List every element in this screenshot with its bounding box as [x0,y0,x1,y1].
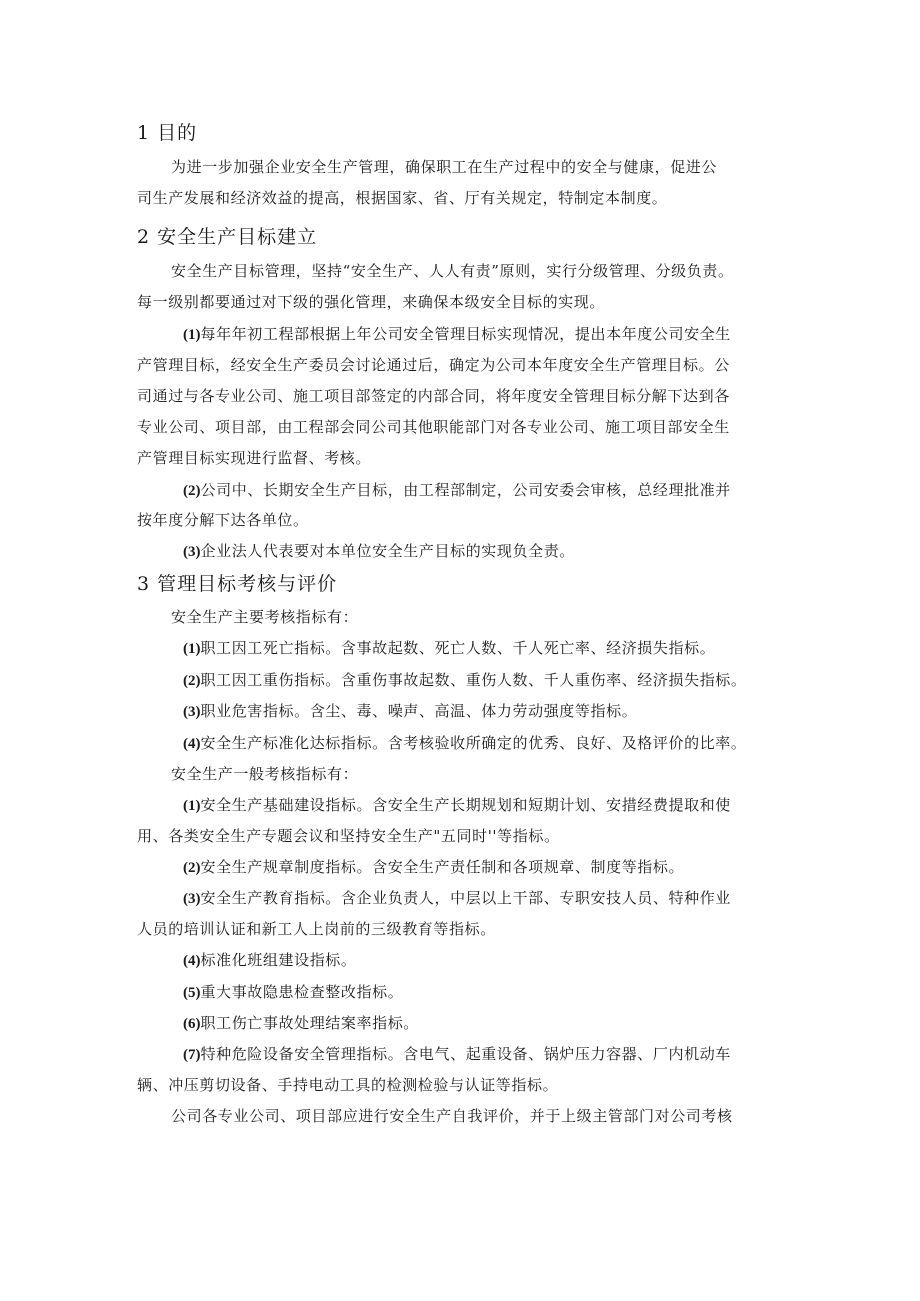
list-item-number: (1) [183,641,201,657]
section-heading-3: 3 管理目标考核与评价 [137,573,338,595]
list-item-number: (3) [183,704,201,720]
paragraph-line: 产管理目标，经安全生产委员会讨论通过后，确定为公司本年度安全生产管理目标。公 [137,356,730,374]
paragraph-line: 用、各类安全生产专题会议和坚持安全生产"五同时''等指标。 [137,827,560,845]
paragraph-line: 公司各专业公司、项目部应进行安全生产自我评价，并于上级主管部门对公司考核 [171,1107,733,1125]
list-item-number: (4) [183,953,201,969]
list-item-text: 职工因工死亡指标。含事故起数、死亡人数、千人死亡率、经济损失指标。 [200,639,716,657]
paragraph-line: 专业公司、项目部，由工程部会同公司其他职能部门对各专业公司、施工项目部安全生 [137,418,730,436]
list-item-text: 重大事故隐患检查整改指标。 [200,983,404,1001]
list-item-text: 安全生产规章制度指标。含安全生产责任制和各项规章、制度等指标。 [200,858,685,876]
list-item-text: 安全生产标准化达标指标。含考核验收所确定的优秀、良好、及格评价的比率。 [200,734,747,752]
paragraph-line: 为进一步加强企业安全生产管理，确保职工在生产过程中的安全与健康，促进公 [171,158,718,176]
list-item-text: 企业法人代表要对本单位安全生产目标的实现负全责。 [200,542,575,560]
list-item-text: 职业危害指标。含尘、毒、噪声、高温、体力劳动强度等指标。 [200,702,638,720]
list-item-number: (7) [183,1047,201,1063]
list-item-number: (1) [183,798,201,814]
list-item-number: (2) [183,860,201,876]
list-item-number: (3) [183,544,201,560]
list-item-number: (1) [183,327,201,343]
list-item [183,950,357,971]
paragraph-line: 产管理目标实现进行监督、考核。 [137,449,372,467]
list-item-number: (4) [183,736,201,752]
list-item [183,888,731,909]
list-item-text: 安全生产教育指标。含企业负责人，中层以上干部、专职安技人员、特种作业 [200,889,731,907]
list-item-text: 公司中、长期安全生产目标，由工程部制定，公司安委会审核，总经理批准并 [200,481,731,499]
list-item [183,670,747,691]
list-item [183,1013,419,1034]
section-heading-1: 1 目的 [137,122,198,144]
list-item-text: 安全生产基础建设指标。含安全生产长期规划和短期计划、安措经费提取和使 [200,796,731,814]
list-item-number: (3) [183,891,201,907]
paragraph-line: 按年度分解下达各单位。 [137,511,309,529]
list-item [183,701,637,722]
paragraph-line: 每一级别都要通过对下级的强化管理，来确保本级安全目标的实现。 [137,293,606,311]
paragraph-line: 安全生产主要考核指标有： [171,608,359,626]
list-item [183,1044,731,1065]
list-item-text: 每年年初工程部根据上年公司安全管理目标实现情况，提出本年度公司安全生 [200,325,731,343]
list-item-text: 标准化班组建设指标。 [200,951,357,969]
list-item [183,982,403,1003]
list-item-text: 特种危险设备安全管理指标。含电气、起重设备、锅炉压力容器、厂内机动车 [200,1045,731,1063]
list-item-text: 职工因工重伤指标。含重伤事故起数、重伤人数、千人重伤率、经济损失指标。 [200,671,747,689]
list-item [183,324,731,345]
section-heading-2: 2 安全生产目标建立 [137,226,318,248]
paragraph-line: 司通过与各专业公司、施工项目部签定的内部合同，将年度安全管理目标分解下达到各 [137,387,730,405]
list-item [183,733,747,754]
list-item [183,638,715,659]
list-item [183,480,731,501]
paragraph-line: 安全生产一般考核指标有： [171,765,359,783]
paragraph-line: 辆、冲压剪切设备、手持电动工具的检测检验与认证等指标。 [137,1076,559,1094]
list-item-number: (2) [183,673,201,689]
paragraph-line: 人员的培训认证和新工人上岗前的三级教育等指标。 [137,920,496,938]
list-item [183,857,684,878]
list-item-number: (5) [183,985,201,1001]
list-item-text: 职工伤亡事故处理结案率指标。 [200,1014,419,1032]
paragraph-line: 安全生产目标管理，坚持“安全生产、人人有责”原则，实行分级管理、分级负责。 [171,262,734,280]
list-item [183,541,575,562]
list-item-number: (6) [183,1016,201,1032]
paragraph-line: 司生产发展和经济效益的提高，根据国家、省、厅有关规定，特制定本制度。 [137,189,668,207]
list-item-number: (2) [183,483,201,499]
list-item [183,795,731,816]
